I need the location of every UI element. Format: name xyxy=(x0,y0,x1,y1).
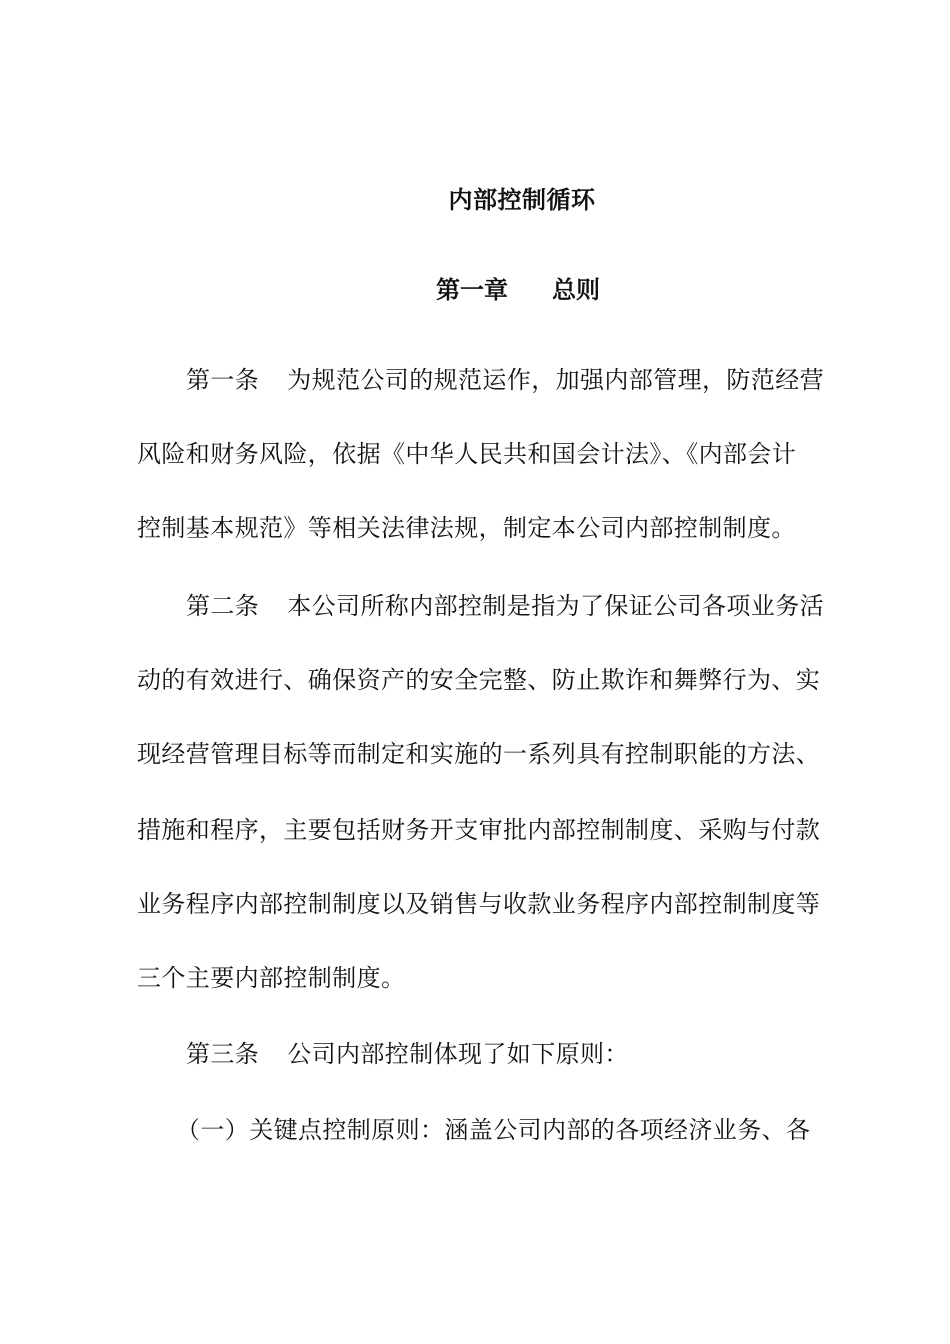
article-2-text-1: 本公司所称内部控制是指为了保证公司各项业务活 xyxy=(287,592,825,620)
article-3-text-1: 公司内部控制体现了如下原则： xyxy=(287,1040,629,1068)
article-2-line-6: 三个主要内部控制制度。 xyxy=(137,964,406,992)
principle-1-line: （一）关键点控制原则：涵盖公司内部的各项经济业务、各 xyxy=(176,1116,811,1144)
article-1-line-2: 风险和财务风险，依据《中华人民共和国会计法》、《内部会计 xyxy=(137,440,797,468)
article-2-line-2: 动的有效进行、确保资产的安全完整、防止欺诈和舞弊行为、实 xyxy=(137,666,821,694)
article-2-line-3: 现经营管理目标等而制定和实施的一系列具有控制职能的方法、 xyxy=(137,740,821,768)
chapter-number: 第一章 xyxy=(436,275,508,304)
article-1-line-1 xyxy=(186,362,906,398)
article-3-label: 第三条 xyxy=(186,1040,260,1068)
chapter-heading xyxy=(436,272,600,308)
chapter-name: 总则 xyxy=(552,275,600,304)
article-2-line-1 xyxy=(186,588,906,624)
article-3-line-1 xyxy=(186,1036,906,1072)
article-2-line-4: 措施和程序，主要包括财务开支审批内部控制制度、采购与付款 xyxy=(137,816,821,844)
article-1-line-3: 控制基本规范》等相关法律法规，制定本公司内部控制制度。 xyxy=(137,514,796,542)
article-1-label: 第一条 xyxy=(186,366,260,394)
document-title: 内部控制循环 xyxy=(448,185,596,214)
article-2-label: 第二条 xyxy=(186,592,260,620)
article-1-text-1: 为规范公司的规范运作，加强内部管理，防范经营 xyxy=(287,366,825,394)
article-2-line-5: 业务程序内部控制制度以及销售与收款业务程序内部控制制度等 xyxy=(137,890,821,918)
